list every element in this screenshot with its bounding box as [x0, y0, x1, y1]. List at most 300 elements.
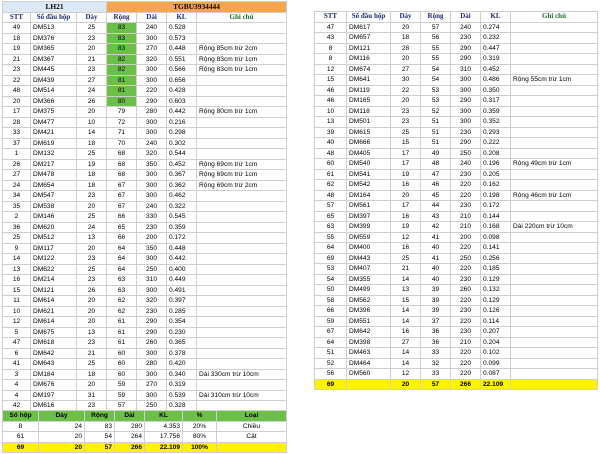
cell-length: 300: [137, 170, 167, 181]
summary-row: [3, 421, 287, 432]
cell-note: [511, 327, 598, 338]
cell-stt: 69: [315, 253, 347, 264]
cell-thickness: 25: [391, 253, 421, 264]
cell-box-code: DM214: [31, 275, 77, 286]
cell-weight: 0.185: [481, 264, 511, 275]
cell-thickness: 27: [391, 64, 421, 75]
cell-stt: 15: [315, 75, 347, 86]
summary-total-box-count: 69: [3, 442, 39, 453]
table-row: [3, 275, 287, 286]
cell-box-code: DM439: [31, 75, 77, 86]
cell-box-code: DM146: [31, 212, 77, 223]
cell-weight: 0.573: [167, 33, 197, 44]
cell-note: [511, 64, 598, 75]
cell-stt: 17: [3, 107, 31, 118]
cell-stt: 56: [315, 369, 347, 380]
cell-width: 66: [107, 233, 137, 244]
summary-percent: 80%: [183, 432, 217, 443]
cell-thickness: 15: [391, 138, 421, 149]
cell-box-code: DM619: [31, 138, 77, 149]
cell-note: [511, 337, 598, 348]
cell-weight: 0.098: [481, 232, 511, 243]
summary-total-length: 266: [115, 442, 145, 453]
table-row: [3, 348, 287, 359]
cell-thickness: 20: [77, 243, 107, 254]
cell-stt: 48: [315, 148, 347, 159]
cell-width: 61: [107, 317, 137, 328]
cell-note: Rộng 80cm trừ 1cm: [197, 107, 287, 118]
summary-header-width: Rộng: [85, 411, 115, 422]
cell-width: 71: [107, 128, 137, 139]
cell-stt: 12: [3, 317, 31, 328]
cell-stt: 48: [315, 190, 347, 201]
cell-note: Rộng 55cm trừ 1cm: [511, 75, 598, 86]
cell-width: 39: [421, 285, 451, 296]
cell-width: 47: [421, 169, 451, 180]
cell-width: 82: [107, 65, 137, 76]
cell-thickness: 13: [77, 327, 107, 338]
table-row: [3, 191, 287, 202]
table-row: [315, 316, 598, 327]
cell-note: [197, 33, 287, 44]
cell-note: Rộng 83cm trừ 1cm: [197, 54, 287, 65]
cell-weight: 0.114: [481, 316, 511, 327]
cell-thickness: 23: [77, 401, 107, 412]
cell-width: 53: [421, 85, 451, 96]
cell-box-code: DM621: [31, 306, 77, 317]
cell-width: 41: [421, 232, 451, 243]
cell-box-code: DM122: [31, 254, 77, 265]
table-row: [3, 264, 287, 275]
table-row: [3, 222, 287, 233]
cell-thickness: 23: [77, 191, 107, 202]
cell-thickness: 25: [391, 127, 421, 138]
cell-note: [197, 138, 287, 149]
cell-note: [197, 380, 287, 391]
cell-length: 300: [137, 128, 167, 139]
cell-box-code: DM540: [347, 159, 391, 170]
cell-box-code: DM464: [347, 358, 391, 369]
cell-width: 57: [107, 401, 137, 412]
summary-table: [2, 410, 287, 453]
cell-box-code: DM614: [31, 317, 77, 328]
cell-thickness: 18: [391, 33, 421, 44]
cell-width: 60: [107, 359, 137, 370]
cell-note: [511, 127, 598, 138]
cell-stt: 58: [315, 295, 347, 306]
cell-thickness: 25: [77, 264, 107, 275]
cell-note: [511, 106, 598, 117]
cell-box-code: DM614: [31, 296, 77, 307]
cell-note: Rộng 69cm trừ 1cm: [197, 159, 287, 170]
cell-thickness: 23: [77, 65, 107, 76]
cell-box-code: DM365: [31, 44, 77, 55]
cell-length: 230: [451, 201, 481, 212]
cell-stt: 62: [315, 180, 347, 191]
cell-width: 59: [107, 390, 137, 401]
cell-box-code: DM165: [347, 96, 391, 107]
cell-weight: 0.172: [167, 233, 197, 244]
cell-note: [511, 148, 598, 159]
cell-stt: 64: [315, 337, 347, 348]
cell-length: 220: [451, 190, 481, 201]
cell-box-code: DM654: [31, 180, 77, 191]
cell-width: 61: [107, 327, 137, 338]
cell-width: 55: [421, 54, 451, 65]
cell-box-code: DM666: [347, 138, 391, 149]
cell-stt: 11: [3, 296, 31, 307]
cell-box-code: DM376: [31, 33, 77, 44]
cell-width: 40: [421, 264, 451, 275]
cell-stt: 19: [3, 44, 31, 55]
table-row: [3, 128, 287, 139]
cell-thickness: 18: [77, 369, 107, 380]
cell-note: [511, 264, 598, 275]
cell-width: 62: [107, 296, 137, 307]
cell-stt: 14: [3, 254, 31, 265]
cell-length: 240: [137, 23, 167, 34]
cell-note: [197, 338, 287, 349]
cell-thickness: 31: [77, 390, 107, 401]
cell-length: 300: [137, 180, 167, 191]
cell-stt: 40: [315, 138, 347, 149]
cell-box-code: DM499: [347, 285, 391, 296]
cell-weight: 0.359: [481, 106, 511, 117]
cell-stt: 64: [315, 243, 347, 254]
cell-length: 320: [137, 54, 167, 65]
cell-width: 67: [107, 201, 137, 212]
cell-weight: 0.317: [481, 96, 511, 107]
cell-length: 230: [451, 327, 481, 338]
table-row: [315, 243, 598, 254]
cell-thickness: 20: [77, 380, 107, 391]
cell-note: [197, 233, 287, 244]
cell-weight: 0.293: [481, 127, 511, 138]
cell-thickness: 14: [391, 358, 421, 369]
cell-note: [197, 348, 287, 359]
cell-box-code: DM642: [31, 348, 77, 359]
table-row: [315, 327, 598, 338]
cell-note: [197, 191, 287, 202]
cell-stt: 13: [315, 117, 347, 128]
table-row: [3, 54, 287, 65]
cell-length: 310: [451, 64, 481, 75]
cell-box-code: DM551: [347, 316, 391, 327]
cell-width: 49: [421, 148, 451, 159]
table-row: [315, 274, 598, 285]
cell-weight: 0.274: [481, 22, 511, 33]
cell-length: 300: [137, 75, 167, 86]
table-row: [315, 306, 598, 317]
cell-weight: 0.350: [481, 85, 511, 96]
cell-box-code: DM675: [31, 327, 77, 338]
cell-weight: 0.420: [167, 359, 197, 370]
cell-thickness: 14: [391, 348, 421, 359]
cell-box-code: DM562: [347, 295, 391, 306]
cell-thickness: 17: [391, 159, 421, 170]
cell-thickness: 20: [391, 22, 421, 33]
cell-length: 240: [137, 138, 167, 149]
cell-weight: 0.129: [481, 295, 511, 306]
cell-note: [511, 274, 598, 285]
table-row: [3, 159, 287, 170]
cell-box-code: DM547: [31, 191, 77, 202]
cell-box-code: DM197: [31, 390, 77, 401]
cell-weight: 0.302: [167, 138, 197, 149]
table-row: [3, 86, 287, 97]
cell-width: 68: [107, 149, 137, 160]
cell-note: [511, 232, 598, 243]
cell-weight: 0.400: [167, 264, 197, 275]
cell-stt: 54: [315, 274, 347, 285]
table-row: [3, 149, 287, 160]
cell-weight: 0.397: [167, 296, 197, 307]
cell-weight: 0.208: [481, 148, 511, 159]
table-row: [3, 233, 287, 244]
cell-thickness: 19: [391, 222, 421, 233]
cell-length: 320: [137, 149, 167, 160]
cell-weight: 0.452: [167, 159, 197, 170]
summary-total-row: [3, 442, 287, 453]
table-row: [3, 117, 287, 128]
cell-thickness: 20: [77, 296, 107, 307]
cell-thickness: 26: [77, 285, 107, 296]
cell-thickness: 27: [391, 337, 421, 348]
cell-weight: 0.126: [481, 306, 511, 317]
cell-note: Dài 310cm trừ 10cm: [197, 390, 287, 401]
cell-note: Rộng 69cm trừ 2cm: [197, 180, 287, 191]
summary-total-weight: 22.109: [145, 442, 183, 453]
cell-note: [511, 138, 598, 149]
cell-stt: 65: [315, 211, 347, 222]
cell-weight: 0.340: [167, 369, 197, 380]
cell-note: [197, 317, 287, 328]
header-weight: KL: [481, 12, 511, 23]
summary-width: 83: [85, 421, 115, 432]
cell-width: 57: [421, 22, 451, 33]
cell-note: [197, 327, 287, 338]
cell-note: Rộng 83cm trừ 1cm: [197, 65, 287, 76]
cell-weight: 0.378: [167, 348, 197, 359]
cell-box-code: DM355: [347, 274, 391, 285]
cell-note: [197, 285, 287, 296]
cell-stt: 43: [315, 33, 347, 44]
cell-thickness: 20: [391, 54, 421, 65]
table-row: [315, 64, 598, 75]
cell-weight: 0.198: [481, 190, 511, 201]
cell-width: 37: [421, 316, 451, 327]
cell-length: 270: [137, 380, 167, 391]
cell-length: 240: [451, 22, 481, 33]
cell-stt: 8: [315, 54, 347, 65]
summary-header-length: Dài: [115, 411, 145, 422]
table-row: [3, 359, 287, 370]
cell-thickness: 13: [77, 233, 107, 244]
cell-weight: 0.285: [167, 306, 197, 317]
left-title-row: [3, 2, 287, 13]
summary-header-percent: %: [183, 411, 217, 422]
cell-box-code: DM477: [31, 117, 77, 128]
cell-stt: 47: [3, 338, 31, 349]
summary-box-count: 8: [3, 421, 39, 432]
cell-width: 39: [421, 306, 451, 317]
cell-stt: 53: [315, 264, 347, 275]
header-stt: STT: [3, 12, 31, 23]
cell-length: 220: [451, 180, 481, 191]
cell-length: 240: [137, 201, 167, 212]
cell-width: 44: [421, 201, 451, 212]
table-row: [3, 369, 287, 380]
cell-box-code: DM184: [31, 369, 77, 380]
table-row: [3, 170, 287, 181]
cell-thickness: 18: [77, 138, 107, 149]
table-row: [3, 380, 287, 391]
cell-stt: 23: [3, 65, 31, 76]
cell-width: 48: [421, 159, 451, 170]
cell-box-code: DM421: [31, 128, 77, 139]
cell-note: [511, 96, 598, 107]
cell-width: 65: [107, 222, 137, 233]
table-row: [315, 201, 598, 212]
table-row: [315, 75, 598, 86]
header-thickness: Dày: [77, 12, 107, 23]
cell-weight: 0.232: [481, 33, 511, 44]
table-row: [3, 254, 287, 265]
cell-box-code: DM643: [31, 359, 77, 370]
cell-box-code: DM443: [347, 253, 391, 264]
cell-note: [511, 180, 598, 191]
cell-width: 32: [421, 358, 451, 369]
cell-thickness: 20: [77, 201, 107, 212]
cell-box-code: DM541: [347, 169, 391, 180]
cell-length: 280: [137, 359, 167, 370]
cell-stt: 63: [315, 222, 347, 233]
cell-length: 200: [451, 232, 481, 243]
cell-weight: 0.551: [167, 54, 197, 65]
table-row: [315, 148, 598, 159]
cell-thickness: 20: [77, 44, 107, 55]
cell-thickness: 14: [391, 274, 421, 285]
cell-length: 330: [137, 212, 167, 223]
cell-stt: 2: [3, 212, 31, 223]
cell-note: [197, 96, 287, 107]
cell-thickness: 18: [77, 180, 107, 191]
total-box-code: [347, 379, 391, 390]
cell-width: 40: [421, 274, 451, 285]
cell-length: 220: [451, 348, 481, 359]
cell-note: [511, 85, 598, 96]
header-thickness: Dày: [391, 12, 421, 23]
cell-thickness: 24: [77, 86, 107, 97]
product-code: TGBU3934444: [107, 2, 287, 13]
header-box-code: Số đầu hộp: [347, 12, 391, 23]
cell-thickness: 25: [77, 149, 107, 160]
table-row: [3, 180, 287, 191]
cell-box-code: DM561: [347, 201, 391, 212]
cell-weight: 0.319: [481, 54, 511, 65]
cell-box-code: DM366: [31, 96, 77, 107]
cell-width: 66: [107, 212, 137, 223]
cell-box-code: DM559: [347, 232, 391, 243]
cell-length: 270: [137, 44, 167, 55]
cell-note: [511, 295, 598, 306]
cell-thickness: 17: [391, 201, 421, 212]
total-stt: 69: [315, 379, 347, 390]
cell-weight: 0.442: [167, 254, 197, 265]
cell-width: 64: [107, 243, 137, 254]
cell-length: 230: [137, 306, 167, 317]
cell-length: 300: [137, 390, 167, 401]
cell-length: 250: [137, 401, 167, 412]
cell-stt: 4: [3, 390, 31, 401]
summary-header-box-count: Số hộp: [3, 411, 39, 422]
cell-note: [511, 306, 598, 317]
cell-stt: 4: [3, 380, 31, 391]
cell-stt: 50: [315, 285, 347, 296]
table-row: [315, 43, 598, 54]
cell-stt: 10: [3, 306, 31, 317]
cell-stt: 15: [3, 285, 31, 296]
cell-weight: 0.452: [481, 64, 511, 75]
cell-length: 210: [451, 222, 481, 233]
cell-note: [511, 22, 598, 33]
cell-thickness: 12: [391, 369, 421, 380]
cell-weight: 0.486: [481, 75, 511, 86]
cell-note: [511, 358, 598, 369]
cell-thickness: 26: [77, 96, 107, 107]
cell-thickness: 20: [77, 306, 107, 317]
cell-box-code: DM118: [347, 106, 391, 117]
total-width: 57: [421, 379, 451, 390]
table-row: [3, 390, 287, 401]
summary-header-type: Loại: [217, 411, 287, 422]
cell-width: 51: [421, 138, 451, 149]
cell-thickness: 23: [77, 275, 107, 286]
cell-thickness: 14: [391, 316, 421, 327]
cell-stt: 42: [3, 401, 31, 412]
table-row: [315, 222, 598, 233]
table-row: [315, 264, 598, 275]
summary-weight: 17.756: [145, 432, 183, 443]
cell-weight: 0.328: [167, 401, 197, 412]
cell-box-code: DM478: [31, 170, 77, 181]
summary-type: Cật: [217, 432, 287, 443]
cell-thickness: 23: [77, 33, 107, 44]
cell-length: 300: [137, 369, 167, 380]
cell-box-code: DM618: [31, 338, 77, 349]
cell-box-code: DM397: [347, 211, 391, 222]
table-row: [315, 369, 598, 380]
cell-stt: 57: [315, 201, 347, 212]
cell-note: [197, 275, 287, 286]
cell-box-code: DM642: [347, 327, 391, 338]
cell-length: 300: [137, 33, 167, 44]
cell-length: 300: [137, 254, 167, 265]
cell-weight: 0.528: [167, 23, 197, 34]
table-row: [315, 253, 598, 264]
cell-weight: 0.462: [167, 191, 197, 202]
table-row: [315, 211, 598, 222]
cell-width: 60: [107, 369, 137, 380]
cell-box-code: DM398: [347, 337, 391, 348]
table-row: [315, 190, 598, 201]
cell-width: 56: [421, 33, 451, 44]
cell-thickness: 19: [391, 169, 421, 180]
cell-box-code: DM501: [347, 117, 391, 128]
cell-thickness: 16: [391, 180, 421, 191]
cell-note: [511, 369, 598, 380]
cell-length: 210: [451, 211, 481, 222]
